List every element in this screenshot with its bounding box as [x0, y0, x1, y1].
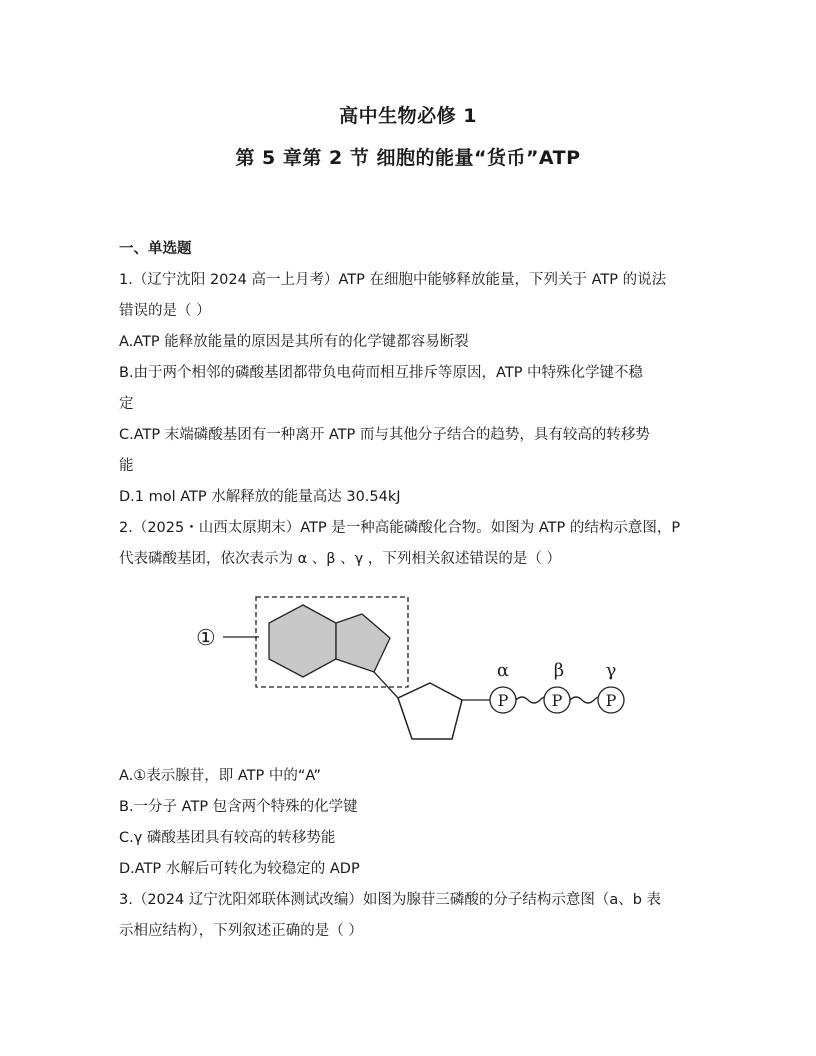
high-energy-bond-2 — [570, 697, 600, 703]
q2-option-d: D.ATP 水解后可转化为较稳定的 ADP — [119, 861, 360, 877]
q1-option-c-line2: 能 — [119, 458, 134, 474]
high-energy-bond-1 — [516, 697, 546, 703]
chapter-title: 第 5 章第 2 节 细胞的能量“货币”ATP — [235, 147, 581, 169]
q1-option-c-line1: C.ATP 末端磷酸基团有一种离开 ATP 而与其他分子结合的趋势，具有较高的转移势 — [119, 427, 650, 443]
phosphate-alpha-label: P — [497, 691, 509, 710]
six-membered-ring — [269, 605, 336, 677]
ribose-ring — [398, 683, 462, 739]
atp-structure-figure — [190, 590, 640, 750]
document-title: 高中生物必修 1 — [339, 105, 477, 127]
alpha-label: α — [496, 660, 510, 681]
five-membered-ring — [336, 614, 390, 672]
beta-label: β — [553, 660, 565, 681]
q1-stem-line1: 1.（辽宁沈阳 2024 高一上月考）ATP 在细胞中能够释放能量，下列关于 ATP 的说法 — [119, 272, 667, 288]
phosphate-beta-label: P — [551, 691, 563, 710]
phosphate-gamma-label: P — [605, 691, 617, 710]
q1-option-d: D.1 mol ATP 水解释放的能量高达 30.54kJ — [119, 489, 401, 505]
q2-option-b: B.一分子 ATP 包含两个特殊的化学键 — [119, 799, 358, 815]
q1-option-a: A.ATP 能释放能量的原因是其所有的化学键都容易断裂 — [119, 334, 469, 350]
q2-stem-line2: 代表磷酸基团，依次表示为 α 、β 、γ ，下列相关叙述错误的是（ ） — [119, 551, 561, 567]
q3-stem-line1: 3.（2024 辽宁沈阳郊联体测试改编）如图为腺苷三磷酸的分子结构示意图（a、b 表 — [119, 892, 662, 908]
q1-option-b-line2: 定 — [119, 396, 134, 412]
q1-option-b-line1: B.由于两个相邻的磷酸基团都带负电荷而相互排斥等原因，ATP 中特殊化学键不稳 — [119, 365, 644, 381]
marker-label: ① — [196, 626, 216, 651]
q1-stem-line2: 错误的是（ ） — [119, 303, 211, 319]
q3-stem-line2: 示相应结构），下列叙述正确的是（ ） — [119, 923, 363, 939]
q2-option-c: C.γ 磷酸基团具有较高的转移势能 — [119, 830, 336, 846]
adenine-ribose-bond — [374, 672, 398, 698]
section-heading: 一、单选题 — [119, 241, 192, 257]
q2-stem-line1: 2.（2025・山西太原期末）ATP 是一种高能磷酸化合物。如图为 ATP 的结构示意图，P — [119, 520, 681, 536]
q2-option-a: A.①表示腺苷，即 ATP 中的“A” — [119, 768, 322, 784]
gamma-label: γ — [605, 660, 617, 681]
